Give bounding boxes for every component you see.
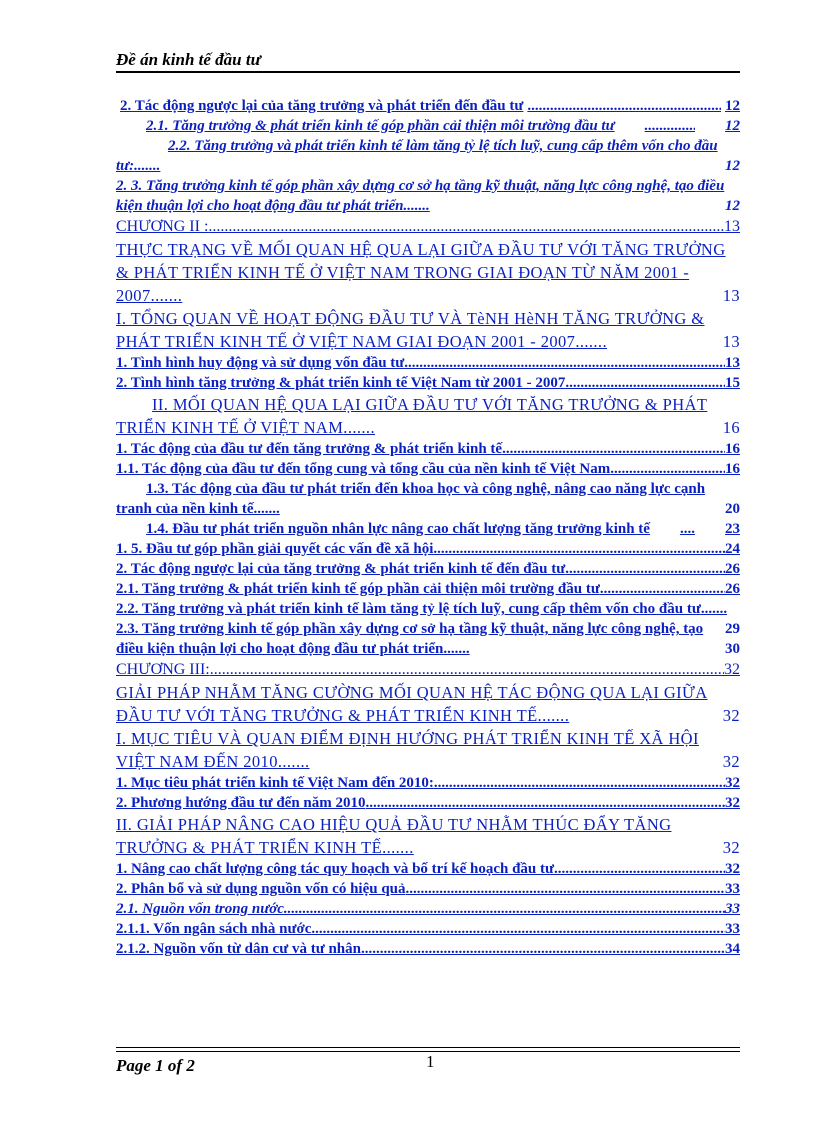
toc-entry-row bbox=[116, 238, 740, 307]
toc-page-number: 13 bbox=[724, 218, 740, 235]
toc-page-number: 20 bbox=[725, 501, 740, 517]
toc-page-number: 32 bbox=[725, 795, 740, 811]
toc-entry-text: 2.1. Nguồn vốn trong nước bbox=[116, 901, 284, 917]
toc-entry-text: 1.3. Tác động của đầu tư phát triển đến khoa học và công nghệ, nâng cao năng lực cạnh tranh của nền kinh tế bbox=[116, 481, 706, 517]
toc-leader-dots: ....... bbox=[700, 601, 728, 617]
toc-page-number: 32 bbox=[724, 661, 740, 678]
header-rule bbox=[116, 71, 740, 73]
toc-leader-dots: ....... bbox=[403, 198, 430, 214]
toc-entry[interactable] bbox=[116, 579, 740, 599]
toc-entry[interactable] bbox=[116, 599, 740, 637]
toc-entry-text: 2.2. Tăng trưởng và phát triển kinh tế làm tăng tỷ lệ tích luỹ, cung cấp thêm vốn cho đầu tư bbox=[116, 601, 701, 617]
toc-entry-text: 2.2. Tăng trưởng và phát triển kinh tế làm tăng tỷ lệ tích luỹ, cung cấp thêm vốn cho đầu tư: bbox=[116, 138, 718, 174]
toc-entry-row bbox=[116, 727, 740, 773]
toc-entry[interactable] bbox=[116, 619, 740, 659]
toc-entry-text: I. TỔNG QUAN VỀ HOẠT ĐỘNG ĐẦU TƯ VÀ TèNH HèNH TĂNG TRƯỞNG & PHÁT TRIỂN KINH TẾ Ở VIỆT NAM GIAI ĐOẠN 2001 - 2007 bbox=[116, 309, 705, 351]
toc-entry[interactable] bbox=[116, 681, 740, 727]
toc-entry-text: II. GIẢI PHÁP NÂNG CAO HIỆU QUẢ ĐẦU TƯ NHẰM THÚC ĐẨY TĂNG TRƯỞNG & PHÁT TRIỂN KINH TẾ bbox=[116, 815, 672, 857]
toc-entry[interactable] bbox=[116, 773, 740, 793]
toc-entry-text: 2.1.1. Vốn ngân sách nhà nước bbox=[116, 921, 312, 937]
toc-entry-row bbox=[116, 579, 740, 599]
toc-entry[interactable] bbox=[116, 116, 740, 136]
toc-entry-text: II. MỐI QUAN HỆ QUA LẠI GIỮA ĐẦU TƯ VỚI TĂNG TRƯỞNG & PHÁT TRIỂN KINH TẾ Ở VIỆT NAM bbox=[116, 395, 708, 437]
toc-leader-dots bbox=[433, 539, 725, 559]
toc-leader-dots bbox=[366, 793, 725, 813]
toc-leader-dots: ....... bbox=[443, 641, 470, 657]
toc-leader-dots bbox=[615, 116, 695, 136]
toc-page-number: 12 bbox=[725, 198, 740, 214]
toc-page-number: 13 bbox=[725, 355, 740, 371]
toc-leader-dots: ....... bbox=[277, 752, 310, 771]
toc-page-number: 16 bbox=[725, 461, 740, 477]
toc-entry-text: 1. 5. Đầu tư góp phần giải quyết các vấn đề xã hội bbox=[116, 541, 434, 557]
toc-entry-row bbox=[116, 116, 740, 136]
toc-page-number: 26 bbox=[725, 561, 740, 577]
toc-entry-row bbox=[116, 879, 740, 899]
toc-entry-row bbox=[116, 353, 740, 373]
toc-leader-dots bbox=[406, 879, 725, 899]
toc-entry-text: 2. Phương hướng đầu tư đến năm 2010 bbox=[116, 795, 366, 811]
toc-entry-row bbox=[116, 176, 740, 216]
toc-leader-dots bbox=[565, 373, 725, 393]
toc-entry-row bbox=[116, 659, 740, 681]
toc-page-number: 13 bbox=[722, 286, 740, 305]
toc-entry[interactable] bbox=[116, 813, 740, 859]
toc-entry-text: 1. Tình hình huy động và sử dụng vốn đầu tư bbox=[116, 355, 405, 371]
toc-entry-text: CHƯƠNG III: bbox=[116, 661, 210, 678]
toc-entry-text: 2. Phân bổ và sử dụng nguồn vốn có hiệu quả bbox=[116, 881, 406, 897]
toc-entry[interactable] bbox=[116, 919, 740, 939]
toc-leader-dots bbox=[284, 899, 725, 919]
toc-leader-dots: ....... bbox=[575, 332, 607, 351]
toc-leader-dots bbox=[610, 459, 725, 479]
toc-leader-dots bbox=[311, 919, 725, 939]
toc-page-number: 33 bbox=[725, 881, 740, 897]
toc-entry[interactable] bbox=[116, 176, 740, 216]
toc-entry-text: 2.1. Tăng trưởng & phát triển kinh tế góp phần cải thiện môi trường đầu tư bbox=[116, 581, 600, 597]
toc-page-number: 33 bbox=[725, 901, 740, 917]
toc-leader-dots bbox=[600, 579, 725, 599]
toc-entry-row bbox=[116, 793, 740, 813]
toc-page-number: 30 bbox=[725, 641, 740, 657]
toc-entry-row bbox=[116, 859, 740, 879]
toc-leader-dots bbox=[650, 519, 695, 539]
toc-entry-row bbox=[116, 919, 740, 939]
toc-entry-row bbox=[116, 813, 740, 859]
toc-entry-text: CHƯƠNG II : bbox=[116, 218, 209, 235]
toc-leader-dots bbox=[523, 96, 721, 116]
table-of-contents bbox=[116, 96, 740, 959]
toc-entry[interactable] bbox=[116, 793, 740, 813]
toc-leader-dots: ....... bbox=[134, 158, 161, 174]
footer-rule bbox=[116, 1047, 740, 1048]
toc-entry-text: 2.3. Tăng trưởng kinh tế góp phần xây dựng cơ sở hạ tầng kỹ thuật, năng lực công nghệ, tạo điều kiện thuận lợi cho hoạt động đầu tư phát triển bbox=[116, 621, 704, 657]
header-title: Đề án kinh tế đầu tư bbox=[116, 50, 261, 69]
toc-page-number: 32 bbox=[725, 861, 740, 877]
footer-page-label: Page 1 of 2 bbox=[116, 1056, 195, 1075]
toc-leader-dots bbox=[210, 659, 724, 681]
toc-page-number: 33 bbox=[725, 921, 740, 937]
toc-entry[interactable] bbox=[116, 136, 740, 176]
toc-entry[interactable] bbox=[116, 216, 740, 238]
toc-page-number: 16 bbox=[725, 441, 740, 457]
toc-entry-row bbox=[116, 939, 740, 959]
toc-entry-text: THỰC TRẠNG VỀ MỐI QUAN HỆ QUA LẠI GIỮA ĐẦU TƯ VỚI TĂNG TRƯỞNG & PHÁT TRIỂN KINH TẾ Ở VIỆT NAM TRONG GIAI ĐOẠN TỪ NĂM 2001 - 2007 bbox=[116, 240, 726, 305]
toc-leader-dots bbox=[404, 353, 725, 373]
toc-entry-row bbox=[116, 599, 740, 637]
toc-entry[interactable] bbox=[116, 539, 740, 559]
toc-entry[interactable] bbox=[116, 373, 740, 393]
toc-page-number: 32 bbox=[722, 838, 740, 857]
toc-entry-text: 2. 3. Tăng trưởng kinh tế góp phần xây dựng cơ sở hạ tầng kỹ thuật, năng lực công nghệ, tạo điều kiện thuận lợi cho hoạt động đầu tư phát triển bbox=[116, 178, 725, 214]
toc-entry-row bbox=[116, 773, 740, 793]
toc-leader-dots: ....... bbox=[537, 706, 570, 725]
toc-entry[interactable] bbox=[116, 439, 740, 459]
toc-page-number: 34 bbox=[725, 941, 740, 957]
toc-entry[interactable] bbox=[116, 939, 740, 959]
toc-entry-text: 2. Tác động ngược lại của tăng trưởng và phát triển đến đầu tư bbox=[120, 98, 524, 114]
toc-page-number: 26 bbox=[725, 581, 740, 597]
toc-entry[interactable] bbox=[116, 238, 740, 307]
toc-page-number: 29 bbox=[725, 621, 740, 637]
toc-leader-dots bbox=[565, 559, 725, 579]
toc-entry-text: 1. Mục tiêu phát triển kinh tế Việt Nam đến 2010: bbox=[116, 775, 434, 791]
toc-entry-row bbox=[116, 681, 740, 727]
toc-entry-row bbox=[116, 393, 740, 439]
toc-leader-dots: ....... bbox=[382, 838, 414, 857]
toc-entry-row bbox=[116, 459, 740, 479]
toc-entry[interactable] bbox=[116, 307, 740, 353]
toc-leader-dots bbox=[361, 939, 725, 959]
toc-entry-text: 1.1. Tác động của đầu tư đến tổng cung và tổng cầu của nền kinh tế Việt Nam bbox=[116, 461, 611, 477]
toc-entry-text: 2.1.2. Nguồn vốn từ dân cư và tư nhân bbox=[116, 941, 361, 957]
toc-entry-text: 1.4. Đầu tư phát triển nguồn nhân lực nâng cao chất lượng tăng trưởng kinh tế bbox=[146, 521, 650, 537]
toc-leader-dots bbox=[434, 773, 725, 793]
toc-entry-row bbox=[116, 373, 740, 393]
toc-leader-dots: ....... bbox=[343, 418, 375, 437]
toc-entry[interactable] bbox=[116, 393, 740, 439]
toc-page-number: 12 bbox=[725, 118, 740, 134]
toc-entry-text: GIẢI PHÁP NHẰM TĂNG CƯỜNG MỐI QUAN HỆ TÁC ĐỘNG QUA LẠI GIỮA ĐẦU TƯ VỚI TĂNG TRƯỞNG & PHÁT TRIỂN KINH TẾ bbox=[116, 683, 708, 725]
toc-entry[interactable] bbox=[116, 899, 740, 919]
toc-entry-text: 1. Nâng cao chất lượng công tác quy hoạch và bố trí kế hoạch đầu tư bbox=[116, 861, 555, 877]
toc-entry-row bbox=[116, 559, 740, 579]
toc-entry[interactable] bbox=[116, 519, 740, 539]
toc-page-number: 15 bbox=[725, 375, 740, 391]
toc-entry-row bbox=[116, 216, 740, 238]
toc-leader-dots bbox=[554, 859, 725, 879]
toc-page-number: 24 bbox=[725, 541, 740, 557]
toc-entry-text: 2. Tình hình tăng trưởng & phát triển kinh tế Việt Nam từ 2001 - 2007 bbox=[116, 375, 566, 391]
toc-page-number: 12 bbox=[725, 158, 740, 174]
toc-entry[interactable] bbox=[116, 96, 740, 116]
toc-leader-dots bbox=[208, 216, 724, 238]
toc-entry-row bbox=[116, 439, 740, 459]
toc-entry-row bbox=[116, 479, 740, 519]
toc-page-number: 32 bbox=[722, 706, 740, 725]
toc-page-number: 12 bbox=[725, 98, 740, 114]
toc-entry[interactable] bbox=[116, 879, 740, 899]
toc-entry[interactable] bbox=[116, 459, 740, 479]
toc-page-number: 23 bbox=[725, 521, 740, 537]
toc-entry-row bbox=[116, 619, 740, 659]
toc-entry[interactable] bbox=[116, 353, 740, 373]
toc-page-number: 32 bbox=[725, 775, 740, 791]
toc-page-number: 16 bbox=[722, 418, 740, 437]
toc-entry-row bbox=[116, 539, 740, 559]
toc-leader-dots: ....... bbox=[150, 286, 183, 305]
toc-page-number: 32 bbox=[722, 752, 740, 771]
toc-entry[interactable] bbox=[116, 559, 740, 579]
toc-entry-text: I. MỤC TIÊU VÀ QUAN ĐIỂM ĐỊNH HƯỚNG PHÁT TRIỂN KINH TẾ XÃ HỘI VIỆT NAM ĐẾN 2010 bbox=[116, 729, 699, 771]
toc-entry-text: 2.1. Tăng trưởng & phát triển kinh tế góp phần cải thiện môi trường đầu tư bbox=[146, 118, 615, 134]
toc-entry[interactable] bbox=[116, 479, 740, 519]
toc-entry-row bbox=[116, 519, 740, 539]
toc-entry-row bbox=[116, 899, 740, 919]
toc-leader-dots: ....... bbox=[253, 501, 280, 517]
toc-entry-text: 2. Tác động ngược lại của tăng trưởng & phát triển kinh tế đến đầu tư bbox=[116, 561, 566, 577]
footer-page-number: 1 bbox=[426, 1052, 435, 1071]
toc-entry-row bbox=[116, 136, 740, 176]
toc-entry[interactable] bbox=[116, 727, 740, 773]
toc-entry-row bbox=[116, 307, 740, 353]
toc-entry-text: 1. Tác động của đầu tư đến tăng trưởng & phát triển kinh tế bbox=[116, 441, 503, 457]
toc-entry[interactable] bbox=[116, 659, 740, 681]
toc-entry[interactable] bbox=[116, 859, 740, 879]
toc-page-number: 13 bbox=[722, 332, 740, 351]
toc-leader-dots bbox=[502, 439, 725, 459]
toc-entry-row bbox=[116, 96, 740, 116]
